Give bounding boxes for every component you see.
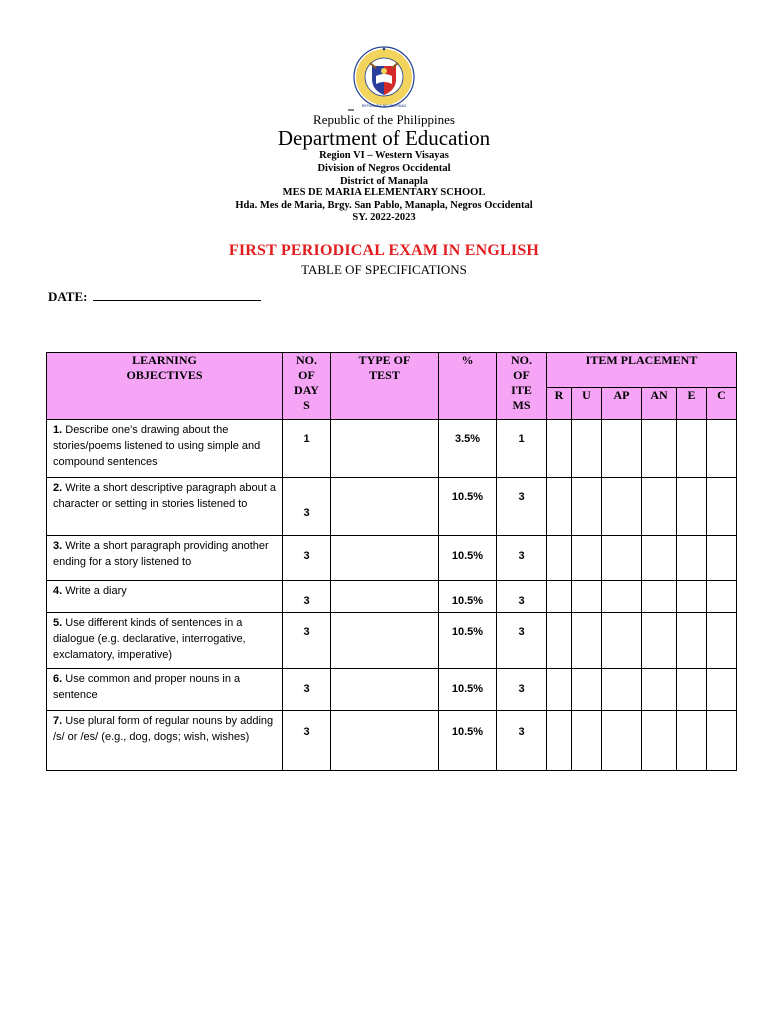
placement-cell — [642, 536, 677, 581]
percent-cell: 10.5% — [439, 536, 497, 581]
region-line: Region VI – Western Visayas — [319, 150, 449, 161]
items-cell: 1 — [497, 420, 547, 478]
date-blank-line — [93, 289, 261, 301]
placement-cell — [547, 711, 572, 771]
header-u: U — [572, 388, 602, 420]
header-e: E — [677, 388, 707, 420]
deped-seal-logo — [346, 46, 422, 112]
days-cell: 3 — [283, 581, 331, 613]
placement-cell — [572, 711, 602, 771]
type-cell — [331, 536, 439, 581]
exam-title: FIRST PERIODICAL EXAM IN ENGLISH — [228, 242, 540, 259]
placement-cell — [707, 613, 737, 669]
objective-cell: 5. Use different kinds of sentences in a dialogue (e.g. declarative, interrogative, exclamatory, imperative) — [47, 613, 283, 669]
placement-cell — [547, 536, 572, 581]
days-cell: 3 — [283, 669, 331, 711]
type-cell — [331, 669, 439, 711]
republic-heading: Republic of the Philippines — [313, 112, 455, 127]
objective-cell: 3. Write a short paragraph providing another ending for a story listened to — [47, 536, 283, 581]
school-address: Hda. Mes de Maria, Brgy. San Pablo, Manapla, Negros Occidental — [235, 200, 533, 211]
placement-cell — [642, 613, 677, 669]
items-cell: 3 — [497, 478, 547, 536]
percent-cell: 10.5% — [439, 581, 497, 613]
header-ap: AP — [602, 388, 642, 420]
percent-cell: 10.5% — [439, 711, 497, 771]
header-no-of-items: NO. OF ITE MS — [497, 353, 547, 420]
objective-cell: 2. Write a short descriptive paragraph about a character or setting in stories listened to — [47, 478, 283, 536]
percent-cell: 10.5% — [439, 478, 497, 536]
header-type-of-test: TYPE OF TEST — [331, 353, 439, 420]
items-cell: 3 — [497, 581, 547, 613]
percent-cell: 10.5% — [439, 669, 497, 711]
school-name: MES DE MARIA ELEMENTARY SCHOOL — [282, 187, 486, 198]
table-row — [47, 420, 737, 478]
header-no-of-days: NO. OF DAY S — [283, 353, 331, 420]
placement-cell — [602, 581, 642, 613]
placement-cell — [547, 581, 572, 613]
table-row — [47, 581, 737, 613]
objective-cell: 1. Describe one’s drawing about the stories/poems listened to using simple and compound sentences — [47, 420, 283, 478]
objective-cell: 4. Write a diary — [47, 581, 283, 613]
division-line: Division of Negros Occidental — [317, 163, 451, 174]
district-line: District of Manapla — [339, 176, 429, 187]
items-cell: 3 — [497, 669, 547, 711]
table-row — [47, 478, 737, 536]
placement-cell — [677, 711, 707, 771]
placement-cell — [677, 669, 707, 711]
header-percent: % — [439, 353, 497, 420]
placement-cell — [572, 478, 602, 536]
placement-cell — [572, 669, 602, 711]
header-an: AN — [642, 388, 677, 420]
placement-cell — [677, 536, 707, 581]
svg-text:REPUBLIKA NG PILIPINAS: REPUBLIKA NG PILIPINAS — [361, 104, 407, 108]
placement-cell — [642, 711, 677, 771]
days-cell: 3 — [283, 711, 331, 771]
placement-cell — [707, 711, 737, 771]
table-row — [47, 669, 737, 711]
table-row — [47, 536, 737, 581]
placement-cell — [547, 420, 572, 478]
placement-cell — [602, 669, 642, 711]
date-label: DATE: — [48, 289, 88, 304]
placement-cell — [547, 669, 572, 711]
placement-cell — [707, 536, 737, 581]
days-cell: 3 — [283, 536, 331, 581]
header-r: R — [547, 388, 572, 420]
objective-cell: 7. Use plural form of regular nouns by adding /s/ or /es/ (e.g., dog, dogs; wish, wishes) — [47, 711, 283, 771]
header-c: C — [707, 388, 737, 420]
placement-cell — [707, 478, 737, 536]
type-cell — [331, 420, 439, 478]
percent-cell: 10.5% — [439, 613, 497, 669]
placement-cell — [707, 581, 737, 613]
placement-cell — [707, 669, 737, 711]
placement-cell — [642, 581, 677, 613]
items-cell: 3 — [497, 536, 547, 581]
department-heading: Department of Education — [277, 126, 491, 150]
placement-cell — [547, 478, 572, 536]
items-cell: 3 — [497, 613, 547, 669]
header-learning-objectives: LEARNING OBJECTIVES — [47, 353, 283, 420]
placement-cell — [677, 478, 707, 536]
specifications-table — [46, 352, 737, 771]
table-row — [47, 711, 737, 771]
placement-cell — [572, 581, 602, 613]
type-cell — [331, 581, 439, 613]
placement-cell — [642, 478, 677, 536]
placement-cell — [602, 711, 642, 771]
date-field — [48, 289, 261, 305]
days-cell: 1 — [283, 420, 331, 478]
type-cell — [331, 711, 439, 771]
placement-cell — [707, 420, 737, 478]
placement-cell — [602, 536, 642, 581]
placement-cell — [572, 613, 602, 669]
placement-cell — [572, 536, 602, 581]
placement-cell — [602, 478, 642, 536]
placement-cell — [602, 613, 642, 669]
type-cell — [331, 613, 439, 669]
items-cell: 3 — [497, 711, 547, 771]
percent-cell: 3.5% — [439, 420, 497, 478]
placement-cell — [547, 613, 572, 669]
school-year: SY. 2022-2023 — [352, 212, 416, 223]
placement-cell — [677, 420, 707, 478]
table-row — [47, 613, 737, 669]
objective-cell: 6. Use common and proper nouns in a sentence — [47, 669, 283, 711]
header-item-placement: ITEM PLACEMENT — [547, 353, 737, 388]
placement-cell — [642, 420, 677, 478]
placement-cell — [677, 613, 707, 669]
type-cell — [331, 478, 439, 536]
days-cell: 3 — [283, 478, 331, 536]
days-cell: 3 — [283, 613, 331, 669]
placement-cell — [572, 420, 602, 478]
placement-cell — [642, 669, 677, 711]
document-subtitle: TABLE OF SPECIFICATIONS — [301, 262, 467, 277]
placement-cell — [677, 581, 707, 613]
placement-cell — [602, 420, 642, 478]
